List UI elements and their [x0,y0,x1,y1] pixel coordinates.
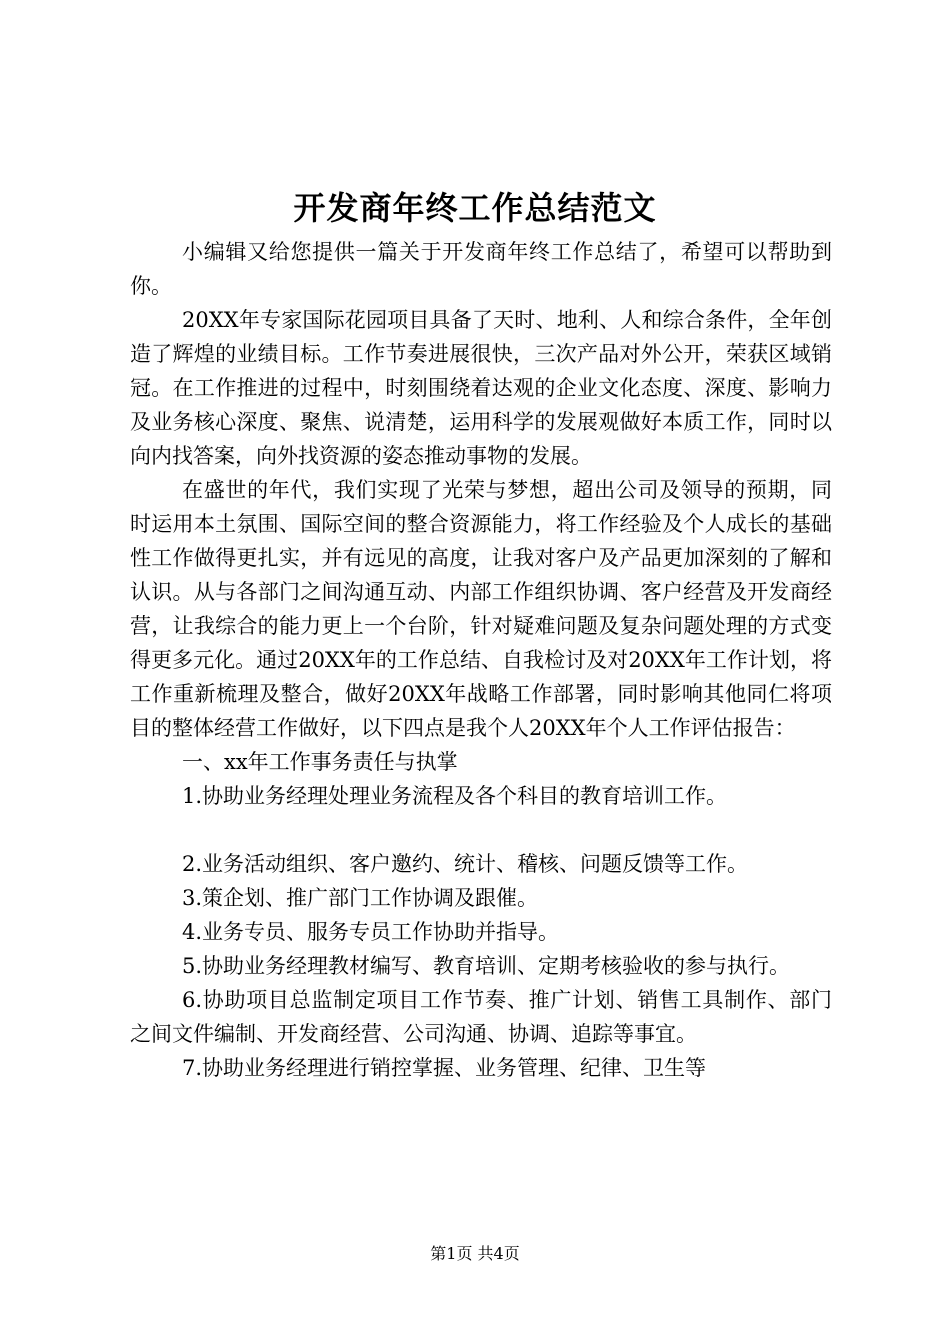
list-item: 2.业务活动组织、客户邀约、统计、稽核、问题反馈等工作。 [182,852,749,876]
list-item: 4.业务专员、服务专员工作协助并指导。 [182,920,560,944]
paragraph: 小编辑又给您提供一篇关于开发商年终工作总结了，希望可以帮助到你。 [130,240,832,298]
paragraph: 20XX年专家国际花园项目具备了天时、地利、人和综合条件，全年创造了辉煌的业绩目标。工作节奏进展很快，三次产品对外公开，荣获区域销冠。在工作推进的过程中，时刻围绕着达观的企业文化态度、深度、影响力及业务核心深度、聚焦、说清楚，运用科学的发展观做好本质工作，同时以向内找答案，向外找资源的姿态推动事物的发展。 [130,308,832,468]
paragraph: 在盛世的年代，我们实现了光荣与梦想，超出公司及领导的预期，同时运用本土氛围、国际空间的整合资源能力，将工作经验及个人成长的基础性工作做得更扎实，并有远见的高度，让我对客户及产品更加深刻的了解和认识。从与各部门之间沟通互动、内部工作组织协调、客户经营及开发商经营，让我综合的能力更上一个台阶，针对疑难问题及复杂问题处理的方式变得更多元化。通过20XX年的工作总结、自我检讨及对20XX年工作计划，将工作重新梳理及整合，做好20XX年战略工作部署，同时影响其他同仁将项目的整体经营工作做好，以下四点是我个人20XX年个人工作评估报告： [130,478,832,740]
list-item: 7.协助业务经理进行销控掌握、业务管理、纪律、卫生等 [182,1056,707,1080]
document-body [130,235,832,1085]
section-heading: 一、xx年工作事务责任与执掌 [182,750,458,774]
list-item: 6.协助项目总监制定项目工作节奏、推广计划、销售工具制作、部门之间文件编制、开发商经营、公司沟通、协调、追踪等事宜。 [130,988,832,1046]
list-item: 5.协助业务经理教材编写、教育培训、定期考核验收的参与执行。 [182,954,791,978]
list-item: 1.协助业务经理处理业务流程及各个科目的教育培训工作。 [182,784,728,808]
list-item: 3.策企划、推广部门工作协调及跟催。 [182,886,539,910]
page-footer: 第1页 共4页 [430,1244,520,1263]
document-title: 开发商年终工作总结范文 [293,189,657,227]
